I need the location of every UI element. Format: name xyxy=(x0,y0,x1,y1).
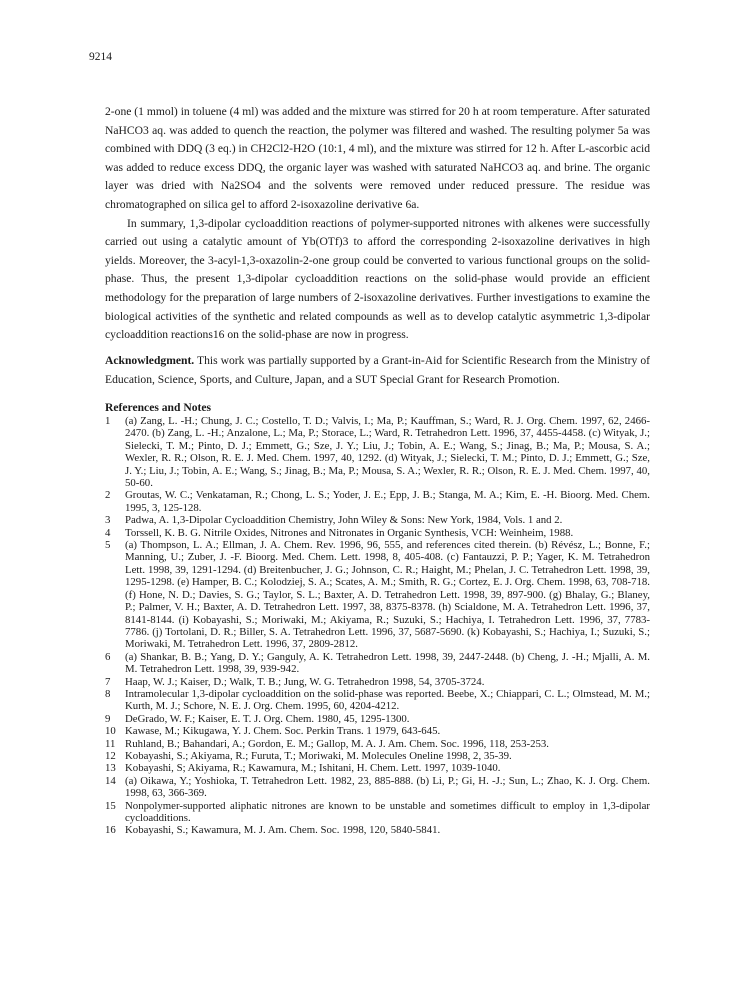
reference-text: Intramolecular 1,3-dipolar cycloaddition on the solid-phase was reported. Beebe, X.; Chiappari, C. L.; Olmstead, M. M.; Kurth, M. J.; Schore, N. E. J. Org. Chem. 1995, 60, 4204-4212. xyxy=(125,687,650,713)
reference-list xyxy=(105,415,650,837)
reference-item xyxy=(105,824,650,836)
reference-number: 11 xyxy=(105,737,116,750)
reference-text: Nonpolymer-supported aliphatic nitrones are known to be unstable and sometimes difficult to employ in 1,3-dipolar cycloadditions. xyxy=(125,799,650,824)
reference-text: Groutas, W. C.; Venkataman, R.; Chong, L. S.; Yoder, J. E.; Epp, J. B.; Stanga, M. A.; Kim, E. -H. Bioorg. Med. Chem. 1995, 3, 125-128. xyxy=(125,489,650,514)
page-number: 9214 xyxy=(89,51,112,63)
reference-number: 9 xyxy=(105,712,111,725)
reference-number: 16 xyxy=(105,824,116,837)
acknowledgment-text: This work was partially supported by a Grant-in-Aid for Scientific Research from the Ministry of Education, Science, Sports, and Culture, Japan, and a SUT Special Grant for Research Promotion. xyxy=(105,354,650,386)
reference-number: 2 xyxy=(105,489,111,502)
reference-number: 1 xyxy=(105,415,111,427)
reference-number: 6 xyxy=(105,650,111,663)
reference-text: Kobayashi, S; Akiyama, R.; Kawamura, M.; Ishitani, H. Chem. Lett. 1997, 1039-1040. xyxy=(125,762,501,775)
reference-text: Padwa, A. 1,3-Dipolar Cycloaddition Chemistry, John Wiley & Sons: New York, 1984, Vols. 1 and 2. xyxy=(125,514,563,527)
reference-text: (a) Oikawa, Y.; Yoshioka, T. Tetrahedron Lett. 1982, 23, 885-888. (b) Li, P.; Gi, H. -J.; Sun, L.; Zhao, K. J. Org. Chem. 1998, 63, 366-369. xyxy=(125,774,650,800)
reference-number: 14 xyxy=(105,774,116,787)
paragraph-experimental: 2-one (1 mmol) in toluene (4 ml) was added and the mixture was stirred for 20 h at room temperature. After saturated NaHCO3 aq. was added to quench the reaction, the polymer was filtered and washed. The resulting polymer 5a was combined with DDQ (3 eq.) in CH2Cl2-H2O (10:1, 4 ml), and the mixture was stirred for 12 h. After L-ascorbic acid was added to reduce excess DDQ, the organic layer was washed with saturated NaHCO3 aq. and brine. The organic layer was dried with Na2SO4 and the solvents were removed under reduced pressure. The residue was chromatographed on silica gel to afford 2-isoxazoline derivative 6a. xyxy=(105,105,650,211)
reference-item xyxy=(105,688,650,713)
reference-text: Kobayashi, S.; Akiyama, R.; Furuta, T.; Moriwaki, M. Molecules Oneline 1998, 2, 35-39. xyxy=(125,749,512,762)
reference-item xyxy=(105,527,650,539)
references-heading: References and Notes xyxy=(105,401,212,414)
reference-number: 7 xyxy=(105,675,111,688)
reference-text: (a) Shankar, B. B.; Yang, D. Y.; Ganguly, A. K. Tetrahedron Lett. 1998, 39, 2447-2448. (b) Cheng, J. -H.; Mjalli, A. M. M. Tetrahedron Lett. 1998, 39, 939-942. xyxy=(125,650,650,676)
reference-text: DeGrado, W. F.; Kaiser, E. T. J. Org. Chem. 1980, 45, 1295-1300. xyxy=(125,712,410,725)
reference-item xyxy=(105,800,650,825)
reference-number: 8 xyxy=(105,687,111,700)
reference-item xyxy=(105,750,650,762)
reference-number: 5 xyxy=(105,539,111,552)
body-text xyxy=(105,103,650,345)
paragraph-summary: In summary, 1,3-dipolar cycloaddition reactions of polymer-supported nitrones with alkenes were successfully carried out using a catalytic amount of Yb(OTf)3 to afford the corresponding 2-isoxazoline derivatives in high yields. Moreover, the 3-acyl-1,3-oxazolin-2-one group could be converted to various functional groups on the solid-phase. Thus, the present 1,3-dipolar cycloaddition reactions on the solid-phase would provide an efficient methodology for the preparation of large numbers of 2-isoxazoline derivatives. Further investigations to examine the biological activities of the synthetic and related compounds as well as to develop catalytic asymmetric 1,3-dipolar cycloaddition reactions16 on the solid-phase are now in progress. xyxy=(105,216,650,342)
acknowledgment-heading: Acknowledgment. xyxy=(105,354,195,367)
reference-text: Haap, W. J.; Kaiser, D.; Walk, T. B.; Jung, W. G. Tetrahedron 1998, 54, 3705-3724. xyxy=(125,675,485,688)
reference-item xyxy=(105,489,650,514)
acknowledgment xyxy=(105,352,650,389)
reference-item xyxy=(105,713,650,725)
reference-text: Ruhland, B.; Bahandari, A.; Gordon, E. M.; Gallop, M. A. J. Am. Chem. Soc. 1996, 118, 253-253. xyxy=(125,737,549,750)
reference-number: 12 xyxy=(105,749,116,762)
references-section xyxy=(105,401,650,837)
reference-item xyxy=(105,676,650,688)
reference-item xyxy=(105,651,650,676)
reference-text: Kobayashi, S.; Kawamura, M. J. Am. Chem. Soc. 1998, 120, 5840-5841. xyxy=(125,824,441,837)
reference-item xyxy=(105,775,650,800)
reference-item xyxy=(105,514,650,526)
reference-item xyxy=(105,738,650,750)
reference-item xyxy=(105,539,650,651)
reference-number: 15 xyxy=(105,799,116,812)
reference-text: (a) Zang, L. -H.; Chung, J. C.; Costello, T. D.; Valvis, I.; Ma, P.; Kauffman, S.; Ward, R. J. Org. Chem. 1997, 62, 2466-2470. (b) Zang, L. -H.; Anzalone, L.; Ma, P.; Storace, L.; Ward, R. Tetrahedron Lett. 1996, 37, 4455-4458. (c) Wityak, J.; Sielecki, T. M.; Pinto, D. J.; Emmett, G.; Sze, J. Y.; Liu, J.; Tobin, A. E.; Wang, S.; Jinag, B.; Ma, P.; Mousa, S. A.; Wexler, R. R.; Olson, R. E. J. Med. Chem. 1997, 40, 1292. (d) Wityak, J.; Sielecki, T. M.; Pinto, D. J.; Emmett, G.; Sze, J. Y.; Liu, J.; Tobin, A. E.; Wang, S.; Jinag, B.; Ma, P.; Mousa, S. A.; Wexler, R. R.; Olson, R. E. J. Med. Chem. 1997, 40, 50-60. xyxy=(125,415,650,490)
reference-text: Torssell, K. B. G. Nitrile Oxides, Nitrones and Nitronates in Organic Synthesis, VCH: Weinheim, 1988. xyxy=(125,526,574,539)
reference-number: 10 xyxy=(105,725,116,738)
reference-text: (a) Thompson, L. A.; Ellman, J. A. Chem. Rev. 1996, 96, 555, and references cited therein. (b) Révész, L.; Bonne, F.; Manning, U.; Zuber, J. -F. Bioorg. Med. Chem. Lett. 1998, 8, 405-408. (c) Fantauzzi, P. P.; Yager, K. M. Tetrahedron Lett. 1998, 39, 1291-1294. (d) Breitenbucher, J. G.; Johnson, C. R.; Haight, M.; Phelan, J. C. Tetrahedron Lett. 1998, 39, 1295-1298. (e) Hamper, B. C.; Kolodziej, S. A.; Scates, A. M.; Smith, R. G.; Cortez, E. J. Org. Chem. 1998, 63, 708-718. (f) Hone, N. D.; Davies, S. G.; Taylor, S. L.; Baxter, A. D. Tetrahedron Lett. 1998, 39, 897-900. (g) Bhalay, G.; Blaney, P.; Palmer, V. H.; Baxter, A. D. Tetrahedron Lett. 1997, 38, 8375-8378. (h) Scialdone, M. A. Tetrahedron Lett. 1996, 37, 8141-8144. (i) Kobayashi, S.; Moriwaki, M.; Akiyama, R.; Suzuki, S.; Hachiya, I. Tetrahedron Lett. 1996, 37, 7783-7786. (j) Tortolani, D. R.; Biller, S. A. Tetrahedron Lett. 1996, 37, 5687-5690. (k) Kobayashi, S.; Hachiya, I.; Suzuki, S.; Moriwaki, M. Tetrahedron Lett. 1996, 37, 2809-2812. xyxy=(125,539,650,651)
reference-text: Kawase, M.; Kikugawa, Y. J. Chem. Soc. Perkin Trans. 1 1979, 643-645. xyxy=(125,725,441,738)
reference-item xyxy=(105,762,650,774)
reference-number: 4 xyxy=(105,526,111,539)
reference-number: 13 xyxy=(105,762,116,775)
reference-item xyxy=(105,725,650,737)
reference-number: 3 xyxy=(105,514,111,527)
reference-item xyxy=(105,415,650,489)
